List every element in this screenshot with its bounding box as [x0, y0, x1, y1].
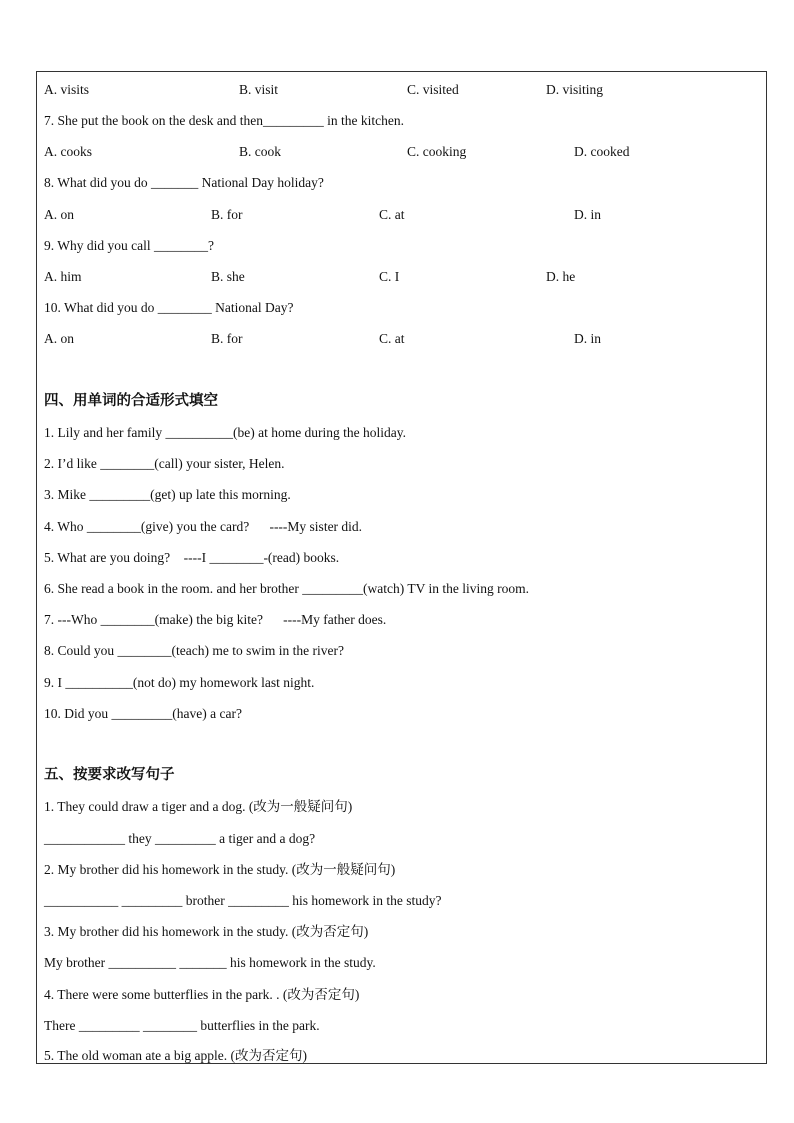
q9-option-d: D. he: [546, 269, 576, 284]
section-4-heading: 四、用单词的合适形式填空: [44, 393, 218, 409]
q6-option-c: C. visited: [407, 82, 459, 97]
section-5-answer-1: ____________ they _________ a tiger and a dog?: [44, 831, 316, 846]
section-5-item-2: 2. My brother did his homework in the study. (改为一般疑问句): [44, 862, 396, 877]
section-4-item-6: 6. She read a book in the room. and her brother _________(watch) TV in the living room.: [44, 581, 530, 596]
q9-option-a: A. him: [44, 269, 82, 284]
section-5-item-3: 3. My brother did his homework in the study. (改为否定句): [44, 924, 369, 939]
section-4-item-4: 4. Who ________(give) you the card? ----My sister did.: [44, 519, 363, 534]
q7-option-c: C. cooking: [407, 144, 467, 159]
q6-option-d: D. visiting: [546, 82, 604, 97]
section-5-item-1: 1. They could draw a tiger and a dog. (改为一般疑问句): [44, 799, 353, 814]
q10-option-a: A. on: [44, 331, 74, 346]
section-4-item-2: 2. I’d like ________(call) your sister, Helen.: [44, 456, 285, 471]
q10-option-b: B. for: [211, 331, 243, 346]
section-4-item-5: 5. What are you doing? ----I ________-(read) books.: [44, 550, 340, 565]
section-4-item-9: 9. I __________(not do) my homework last night.: [44, 675, 315, 690]
q9-option-c: C. I: [379, 269, 400, 284]
q7-option-d: D. cooked: [574, 144, 630, 159]
q8-option-a: A. on: [44, 207, 74, 222]
question-8: 8. What did you do _______ National Day holiday?: [44, 175, 324, 190]
section-5-item-4: 4. There were some butterflies in the park. . (改为否定句): [44, 987, 360, 1002]
question-10: 10. What did you do ________ National Day?: [44, 300, 294, 315]
q8-option-b: B. for: [211, 207, 243, 222]
section-5-answer-2: ___________ _________ brother _________ his homework in the study?: [44, 893, 442, 908]
section-4-item-8: 8. Could you ________(teach) me to swim in the river?: [44, 643, 344, 658]
section-4-item-10: 10. Did you _________(have) a car?: [44, 706, 242, 721]
q10-option-d: D. in: [574, 331, 601, 346]
q6-option-a: A. visits: [44, 82, 90, 97]
q6-option-b: B. visit: [239, 82, 279, 97]
question-9: 9. Why did you call ________?: [44, 238, 214, 253]
q9-option-b: B. she: [211, 269, 245, 284]
q10-option-c: C. at: [379, 331, 405, 346]
q7-option-b: B. cook: [239, 144, 281, 159]
section-5-heading: 五、按要求改写句子: [44, 767, 175, 783]
section-4-item-1: 1. Lily and her family __________(be) at home during the holiday.: [44, 425, 407, 440]
section-4-item-3: 3. Mike _________(get) up late this morning.: [44, 487, 291, 502]
section-4-item-7: 7. ---Who ________(make) the big kite? ----My father does.: [44, 612, 387, 627]
q7-option-a: A. cooks: [44, 144, 92, 159]
q8-option-c: C. at: [379, 207, 405, 222]
question-7: 7. She put the book on the desk and then_________ in the kitchen.: [44, 113, 404, 128]
section-5-answer-4: There _________ ________ butterflies in the park.: [44, 1018, 320, 1033]
section-5-answer-3: My brother __________ _______ his homework in the study.: [44, 955, 376, 970]
section-5-item-5: 5. The old woman ate a big apple. (改为否定句): [44, 1048, 307, 1063]
q8-option-d: D. in: [574, 207, 601, 222]
